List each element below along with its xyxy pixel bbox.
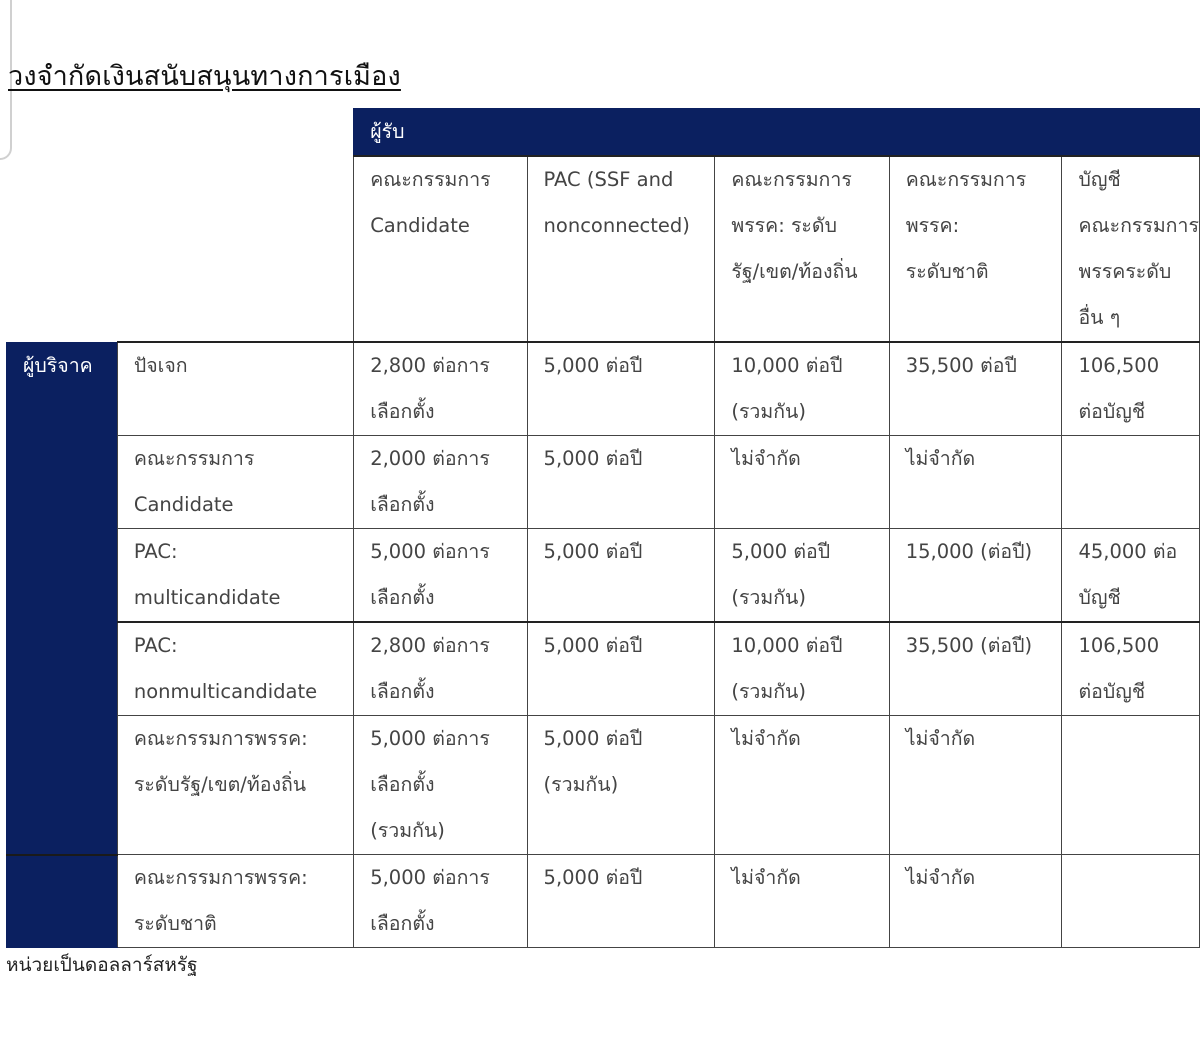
cell-text: 35,500 (ต่อปี) (905, 634, 1033, 657)
limit-cell (889, 622, 1062, 716)
page-title: วงจำกัดเงินสนับสนุนทางการเมือง (8, 61, 401, 91)
column-header (354, 156, 527, 342)
cell-text: 10,000 ต่อปี (731, 634, 843, 657)
limit-cell (715, 622, 889, 716)
cell-text: 5,000 ต่อปี (543, 540, 643, 563)
cell-text: PAC (SSF and (543, 168, 674, 191)
limit-cell (715, 436, 889, 529)
limit-cell (527, 622, 715, 716)
cell-text: ต่อบัญชี (1078, 400, 1146, 423)
limit-cell (527, 716, 715, 855)
cell-text: ไม่จำกัด (905, 866, 976, 889)
table-row (7, 436, 1200, 529)
cell-text: 5,000 ต่อปี (543, 447, 643, 470)
donor-header-continued (7, 855, 118, 948)
cell-text: 2,000 ต่อการ (370, 447, 490, 470)
table-row (7, 716, 1200, 855)
cell-text: ไม่จำกัด (905, 727, 976, 750)
cell-text: Candidate (133, 493, 234, 516)
limit-cell (1062, 716, 1200, 855)
unit-footnote: หน่วยเป็นดอลลาร์สหรัฐ (6, 954, 198, 976)
limit-cell (527, 855, 715, 948)
cell-text: บัญชี (1078, 586, 1121, 609)
limit-cell (715, 716, 889, 855)
cell-text: ไม่จำกัด (731, 447, 801, 470)
cell-text: เลือกตั้ง (370, 773, 435, 796)
cell-text: (รวมกัน) (543, 773, 619, 796)
column-header-row (7, 156, 1200, 342)
cell-text: 106,500 (1078, 354, 1160, 377)
limit-cell (354, 716, 527, 855)
cell-text: 45,000 ต่อ (1078, 540, 1178, 563)
limit-cell (527, 436, 715, 529)
column-header (889, 156, 1062, 342)
table-row (7, 529, 1200, 623)
limit-cell (354, 855, 527, 948)
cell-text: nonmulticandidate (133, 680, 318, 703)
cell-text: Candidate (370, 214, 470, 237)
cell-text: 5,000 ต่อปี (543, 727, 643, 750)
cell-text: คณะกรรมการ (1078, 214, 1199, 237)
cell-text: คณะกรรมการ (133, 447, 255, 470)
cell-text: คณะกรรมการพรรค: (133, 727, 308, 750)
donor-type (117, 855, 353, 948)
cell-text: 106,500 (1078, 634, 1160, 657)
cell-text: (รวมกัน) (731, 680, 806, 703)
cell-text: ไม่จำกัด (905, 447, 976, 470)
cell-text: คณะกรรมการพรรค: (133, 866, 308, 889)
cell-text: PAC: (133, 634, 178, 657)
cell-text: รัฐ/เขต/ท้องถิ่น (731, 260, 858, 283)
blank-corner-lower (7, 156, 354, 342)
cell-text: 35,500 ต่อปี (905, 354, 1017, 377)
cell-text: เลือกตั้ง (370, 586, 435, 609)
limit-cell (715, 342, 889, 436)
limit-cell (1062, 622, 1200, 716)
column-header (527, 156, 715, 342)
cell-text: ระดับรัฐ/เขต/ท้องถิ่น (133, 773, 307, 796)
cell-text: (รวมกัน) (370, 819, 445, 842)
cell-text: 10,000 ต่อปี (731, 354, 843, 377)
limit-cell (1062, 342, 1200, 436)
donor-type (117, 622, 353, 716)
limit-cell (889, 436, 1062, 529)
limit-cell (354, 529, 527, 623)
cell-text: 5,000 ต่อปี (543, 866, 643, 889)
cell-text: (รวมกัน) (731, 400, 806, 423)
blank-corner (7, 109, 354, 157)
cell-text: ต่อบัญชี (1078, 680, 1146, 703)
table-row (7, 622, 1200, 716)
limit-cell (354, 342, 527, 436)
limit-cell (889, 716, 1062, 855)
cell-text: พรรคระดับ (1078, 260, 1172, 283)
cell-text: 15,000 (ต่อปี) (905, 540, 1033, 563)
cell-text: พรรค: ระดับ (731, 214, 837, 237)
cell-text: อื่น ๆ (1078, 306, 1121, 329)
donor-type (117, 529, 353, 623)
cell-text: nonconnected) (543, 214, 690, 237)
limit-cell (889, 529, 1062, 623)
cell-text: (รวมกัน) (731, 586, 806, 609)
limit-cell (715, 855, 889, 948)
cell-text: 5,000 ต่อการ (370, 540, 490, 563)
limit-cell (1062, 436, 1200, 529)
cell-text: ระดับชาติ (905, 260, 989, 283)
limit-cell (527, 529, 715, 623)
cell-text: คณะกรรมการ (905, 168, 1027, 191)
table-row (7, 342, 1200, 436)
table-body (7, 342, 1200, 948)
cell-text: ไม่จำกัด (731, 727, 801, 750)
cell-text: พรรค: (905, 214, 960, 237)
contribution-limits-table (6, 108, 1200, 948)
cell-text: เลือกตั้ง (370, 400, 435, 423)
table-row (7, 855, 1200, 948)
cell-text: multicandidate (133, 586, 281, 609)
cell-text: 5,000 ต่อการ (370, 727, 490, 750)
limit-cell (889, 855, 1062, 948)
cell-text: 2,800 ต่อการ (370, 634, 490, 657)
cell-text: ไม่จำกัด (731, 866, 801, 889)
cell-text: เลือกตั้ง (370, 912, 435, 935)
donor-type (117, 342, 353, 436)
limit-cell (527, 342, 715, 436)
cell-text: เลือกตั้ง (370, 493, 435, 516)
cell-text: ระดับชาติ (133, 912, 217, 935)
limit-cell (1062, 855, 1200, 948)
cell-text: คณะกรรมการ (731, 168, 852, 191)
cell-text: 5,000 ต่อปี (731, 540, 831, 563)
limit-cell (889, 342, 1062, 436)
limit-cell (1062, 529, 1200, 623)
recipient-header: ผู้รับ (354, 109, 1200, 157)
donor-header: ผู้บริจาค (7, 342, 118, 855)
column-header (1062, 156, 1200, 342)
donor-type (117, 436, 353, 529)
cell-text: บัญชี (1078, 168, 1121, 191)
cell-text: 2,800 ต่อการ (370, 354, 490, 377)
recipient-header-row (7, 109, 1200, 157)
limit-cell (715, 529, 889, 623)
cell-text: ปัจเจก (133, 354, 188, 377)
limit-cell (354, 622, 527, 716)
column-header (715, 156, 889, 342)
limit-cell (354, 436, 527, 529)
donor-type (117, 716, 353, 855)
cell-text: 5,000 ต่อปี (543, 634, 643, 657)
cell-text: คณะกรรมการ (370, 168, 491, 191)
cell-text: 5,000 ต่อการ (370, 866, 490, 889)
cell-text: เลือกตั้ง (370, 680, 435, 703)
cell-text: PAC: (133, 540, 178, 563)
cell-text: 5,000 ต่อปี (543, 354, 643, 377)
